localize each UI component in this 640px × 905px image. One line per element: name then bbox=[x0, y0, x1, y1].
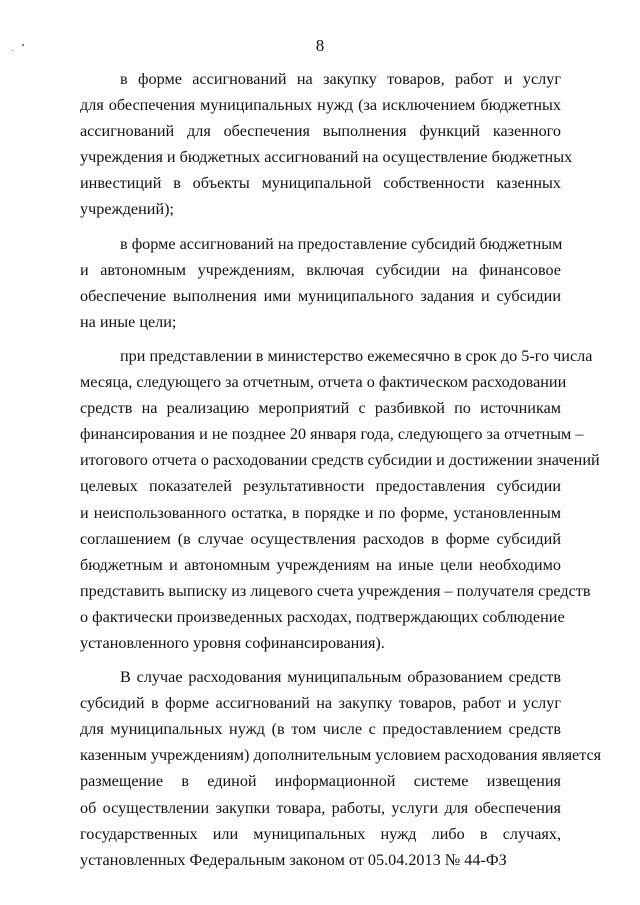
paragraph bbox=[80, 66, 573, 223]
text-line: установленного уровня софинансирования). bbox=[80, 633, 385, 652]
text-line: размещение в единой информационной системе извещения bbox=[80, 772, 561, 791]
text-line: представить выписку из лицевого счета учреждения – получателя средств bbox=[80, 581, 591, 600]
text-line: финансирования и не позднее 20 января года, следующего за отчетным – bbox=[80, 425, 584, 444]
text-line: ассигнований для обеспечения выполнения функций казенного bbox=[80, 122, 561, 141]
text-line: инвестиций в объекты муниципальной собственности казенных bbox=[80, 174, 561, 193]
paragraph bbox=[80, 231, 561, 335]
text-line: целевых показателей результативности предоставления субсидии bbox=[80, 477, 561, 496]
text-line: месяца, следующего за отчетным, отчета о фактическом расходовании bbox=[80, 373, 567, 392]
paragraph bbox=[80, 343, 600, 656]
text-line: установленных Федеральным законом от 05.04.2013 № 44-ФЗ bbox=[80, 850, 507, 869]
text-line: государственных или муниципальных нужд либо в случаях, bbox=[80, 824, 561, 843]
text-line: об осуществлении закупки товара, работы, услуги для обеспечения bbox=[80, 798, 561, 817]
text-line: на иные цели; bbox=[80, 312, 177, 331]
text-line: в форме ассигнований на закупку товаров, работ и услуг bbox=[120, 70, 561, 88]
text-line: субсидий в форме ассигнований на закупку товаров, работ и услуг bbox=[80, 694, 561, 713]
text-line: и автономным учреждениям, включая субсидии на финансовое bbox=[80, 260, 561, 279]
text-line: обеспечение выполнения ими муниципального задания и субсидии bbox=[80, 286, 561, 305]
text-line: соглашением (в случае осуществления расходов в форме субсидий bbox=[80, 529, 561, 548]
text-line: для муниципальных нужд (в том числе с предоставлением средств bbox=[80, 720, 561, 739]
text-line: итогового отчета о расходовании средств субсидии и достижении значений bbox=[80, 451, 600, 470]
text-line: учреждений); bbox=[80, 200, 174, 219]
text-line: учреждения и бюджетных ассигнований на осуществление бюджетных bbox=[80, 148, 573, 167]
text-line: в форме ассигнований на предоставление субсидий бюджетным bbox=[120, 234, 563, 253]
paragraph bbox=[80, 664, 602, 873]
text-line: бюджетным и автономным учреждениям на иные цели необходимо bbox=[80, 555, 561, 574]
text-line: средств на реализацию мероприятий с разбивкой по источникам bbox=[80, 399, 561, 418]
text-line: при представлении в министерство ежемесячно в срок до 5-го числа bbox=[120, 346, 593, 365]
document-body bbox=[80, 66, 602, 873]
text-line: для обеспечения муниципальных нужд (за исключением бюджетных bbox=[80, 96, 561, 115]
page-number: 8 bbox=[315, 36, 325, 55]
text-line: казенным учреждениям) дополнительным условием расходования является bbox=[80, 746, 602, 765]
text-line: о фактически произведенных расходах, подтверждающих соблюдение bbox=[80, 607, 565, 626]
text-line: В случае расходования муниципальным образованием средств bbox=[120, 668, 561, 687]
text-line: и неиспользованного остатка, в порядке и по форме, установленным bbox=[80, 503, 561, 522]
